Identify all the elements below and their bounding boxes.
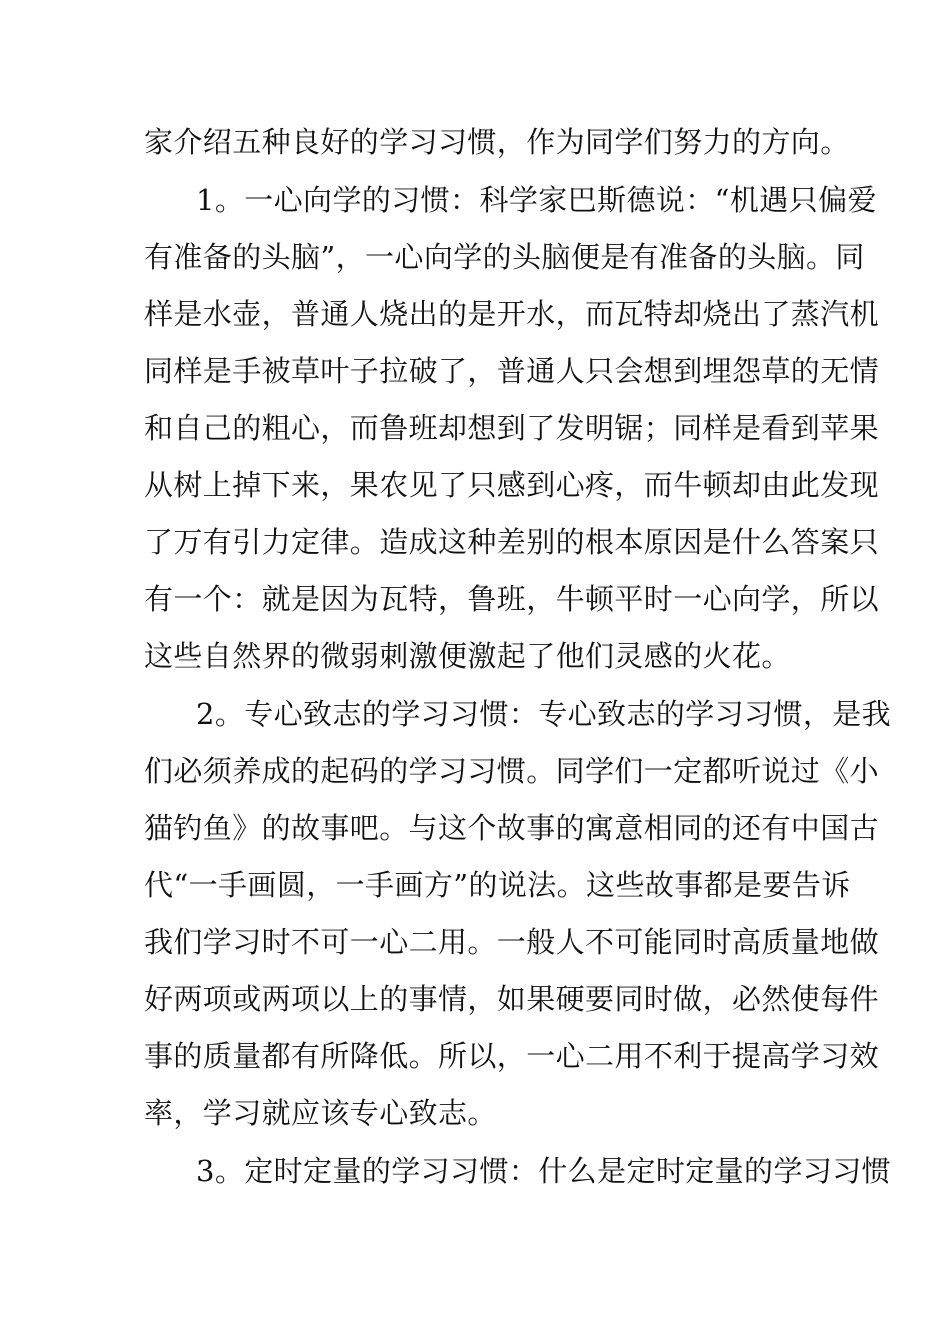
text-line: 们必须养成的起码的学习习惯。同学们一定都听说过《小: [144, 754, 880, 788]
paragraph-3-heading: 3。定时定量的学习习惯：什么是定时定量的学习习惯: [196, 1154, 892, 1188]
text-line: 了万有引力定律。造成这种差别的根本原因是什么答案只: [144, 525, 880, 559]
text-line: 同样是手被草叶子拉破了，普通人只会想到埋怨草的无情: [144, 354, 880, 388]
text-line: 家介绍五种良好的学习习惯，作为同学们努力的方向。: [144, 125, 850, 159]
text-line: 有准备的头脑”，一心向学的头脑便是有准备的头脑。同: [144, 240, 865, 274]
text-line: 率，学习就应该专心致志。: [144, 1096, 497, 1130]
paragraph-1-heading: 1。一心向学的习惯：科学家巴斯德说：“机遇只偏爱: [196, 183, 877, 217]
text-line: 样是水壶，普通人烧出的是开水，而瓦特却烧出了蒸汽机: [144, 297, 880, 331]
text-line: 代“一手画圆，一手画方”的说法。这些故事都是要告诉: [144, 868, 851, 902]
text-line: 从树上掉下来，果农见了只感到心疼，而牛顿却由此发现: [144, 468, 880, 502]
text-line: 有一个：就是因为瓦特，鲁班，牛顿平时一心向学，所以: [144, 582, 880, 616]
text-line: 我们学习时不可一心二用。一般人不可能同时高质量地做: [144, 925, 880, 959]
text-line: 好两项或两项以上的事情，如果硬要同时做，必然使每件: [144, 982, 880, 1016]
text-line: 这些自然界的微弱刺激便激起了他们灵感的火花。: [144, 639, 791, 673]
text-line: 猫钓鱼》的故事吧。与这个故事的寓意相同的还有中国古: [144, 811, 880, 845]
text-line: 和自己的粗心，而鲁班却想到了发明锯；同样是看到苹果: [144, 411, 880, 445]
paragraph-2-heading: 2。专心致志的学习习惯：专心致志的学习习惯，是我: [196, 697, 892, 731]
text-line: 事的质量都有所降低。所以，一心二用不利于提高学习效: [144, 1039, 880, 1073]
